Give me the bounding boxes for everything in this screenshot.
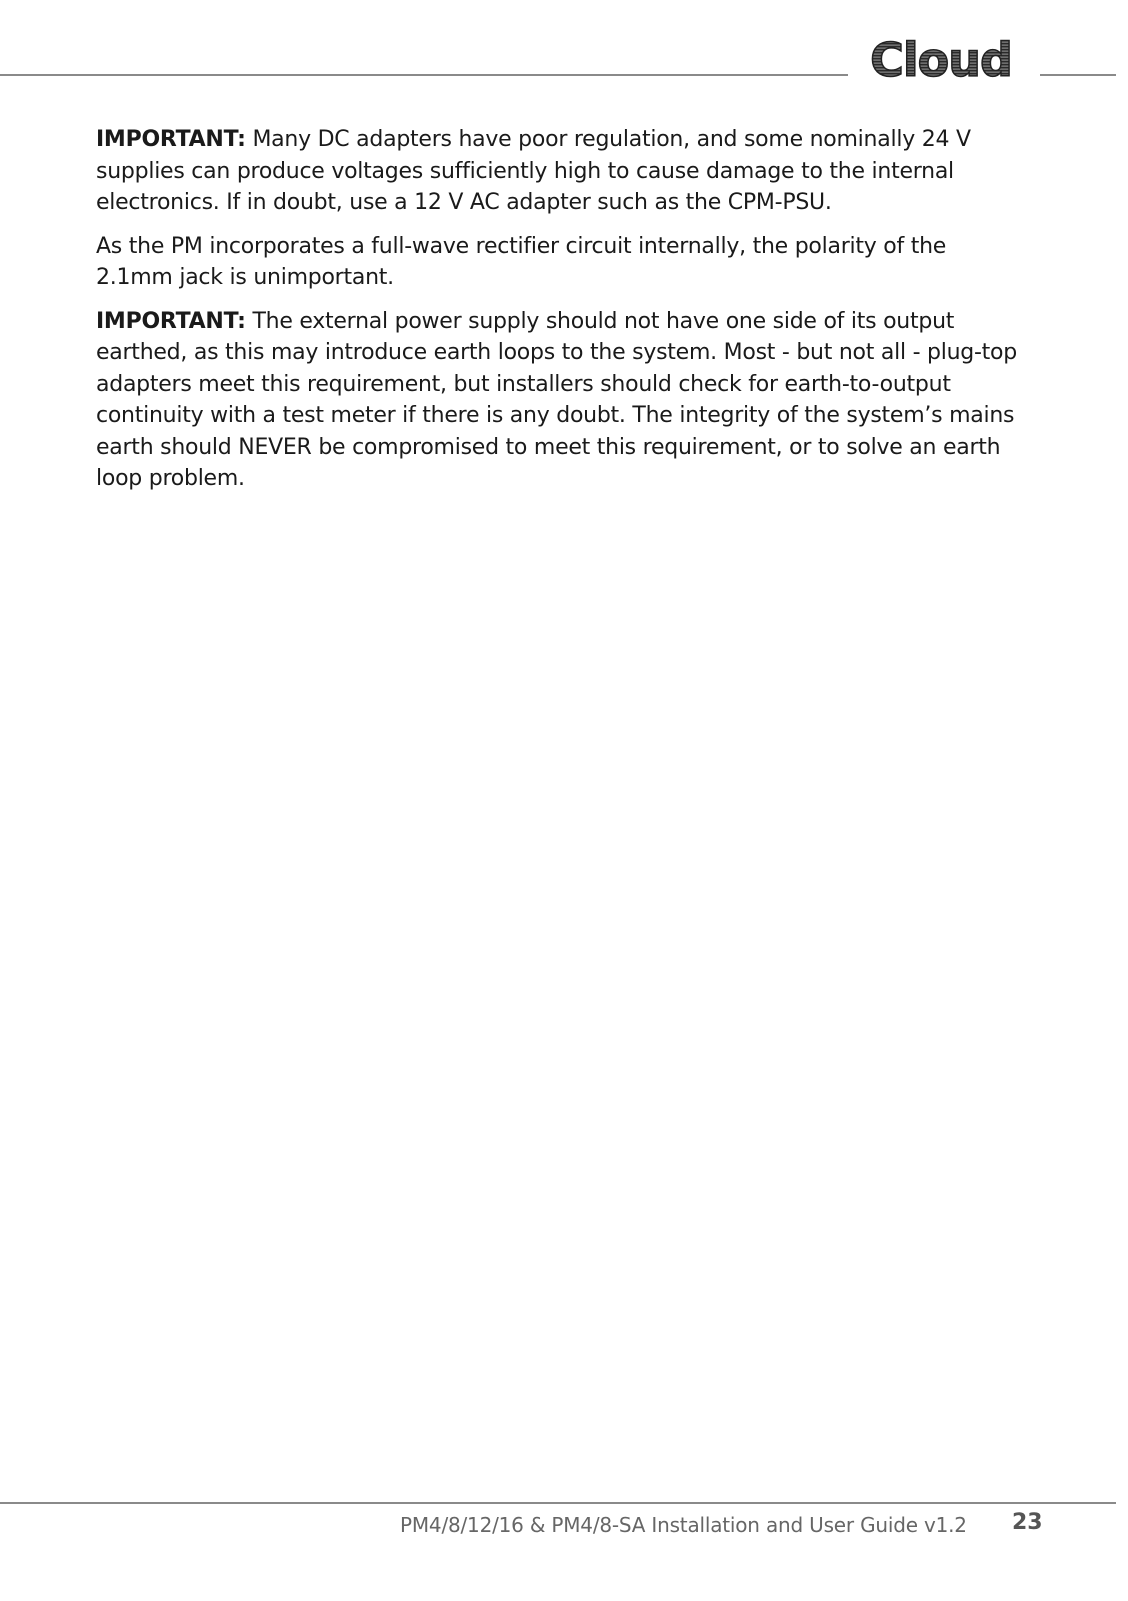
important-label: IMPORTANT:: [96, 308, 246, 334]
footer-rule: [0, 1502, 1116, 1504]
header-rule-right: [1040, 74, 1116, 76]
important-note-dc-adapters: [96, 124, 1026, 219]
paragraph-text: As the PM incorporates a full-wave rectifier circuit internally, the polarity of the 2.1mm jack is unimportant.: [96, 233, 947, 290]
paragraph-text: Many DC adapters have poor regulation, and some nominally 24 V supplies can produce voltages sufficiently high to cause damage to the internal electronics. If in doubt, use a 12 V AC adapter such as the CPM-PSU.: [96, 127, 971, 215]
cloud-logo: [862, 34, 1020, 82]
important-note-earth: [96, 306, 1026, 495]
page-number: 23: [1012, 1510, 1043, 1535]
document-body: [96, 124, 1026, 507]
header-rule-left: [0, 74, 848, 76]
rectifier-note: [96, 231, 1026, 294]
footer-guide-title: PM4/8/12/16 & PM4/8-SA Installation and User Guide v1.2: [400, 1513, 967, 1537]
important-label: IMPORTANT:: [96, 127, 246, 152]
logo-text: Cloud: [870, 34, 1012, 82]
paragraph-text: The external power supply should not have one side of its output earthed, as this may introduce earth loops to the system. Most - but not all - plug-top adapters meet this requirement, but installers should check for earth-to-output continuity with a test meter if there is any doubt. The integrity of the system’s mains earth should NEVER be compromised to meet this requirement, or to solve an earth loop problem.: [96, 308, 1017, 491]
